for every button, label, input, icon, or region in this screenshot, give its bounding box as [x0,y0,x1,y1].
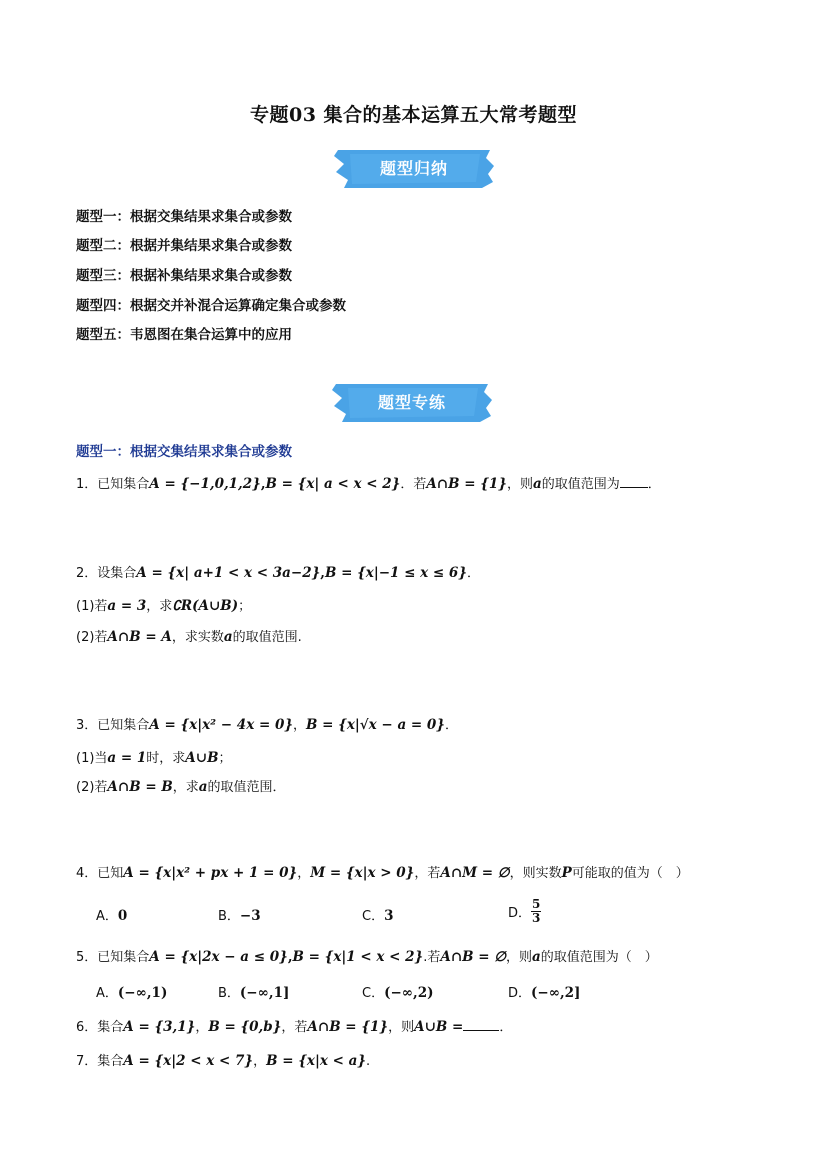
question-text: 的取值范围为 [541,477,620,492]
question-5: 5．已知集合A = {x|2x − a ≤ 0},B = {x|1 < x < 2}.若A∩B = ∅，则a的取值范围为（ ） [76,949,658,965]
answer-blank[interactable] [620,475,648,488]
option-d[interactable] [508,898,541,925]
math-variable: a [533,476,542,492]
math-set-m: M = {x|x > 0} [310,865,415,881]
option-value: (−∞,2] [531,985,581,1001]
question-text: 已知集合 [97,950,150,965]
part-label: (1)当 [76,751,108,766]
question-text: ． [467,566,481,581]
option-value: −3 [239,908,261,924]
option-value-fraction [531,898,541,925]
math-condition: A∩B = ∅ [440,949,507,965]
math-set-b: B = {x|x < a} [266,1053,367,1069]
question-3-part-2 [76,776,286,795]
question-1: 1．已知集合A = {−1,0,1,2},B = {x| a < x < 2}．若A∩B = {1}，则a的取值范围为 ． [76,476,661,492]
math-variable: P [561,865,572,881]
question-text: ．若 [400,477,427,492]
question-2: 2．设集合A = {x| a+1 < x < 3a−2},B = {x|−1 ≤ x ≤ 6}． [76,565,481,581]
option-c[interactable] [362,905,393,924]
math-expression: A∪B [185,750,219,766]
question-text: ； [218,751,232,766]
question-number: 1． [76,477,98,492]
math-set-a: A = {3,1} [123,1019,196,1035]
banner-summary [330,146,498,192]
math-variable: a [532,949,541,965]
math-variable: a [223,629,233,645]
question-text: ， [297,866,311,881]
math-expression: A∩B = B [107,779,173,795]
math-set-b: B = {x| a < x < 2} [265,476,401,492]
option-label: B． [218,909,240,924]
math-expression: A∪B = [414,1019,464,1035]
question-text: ， [195,1020,209,1035]
math-expression: ∁R(A∪B) [172,598,239,614]
part-label: (2)若 [76,780,108,795]
question-text: 的取值范围. [232,630,302,645]
option-a[interactable] [96,905,127,924]
question-4 [76,862,689,881]
toc-item-3: 题型三：根据补集结果求集合或参数 [76,268,292,284]
question-number: 6． [76,1020,98,1035]
option-label: A． [96,986,118,1001]
question-2-part-1 [76,595,251,614]
question-text: 时，求 [146,751,186,766]
option-label: C． [362,909,385,924]
question-3 [76,714,458,733]
option-value: 0 [117,908,128,924]
option-label: D． [508,986,532,1001]
part-label: (1)若 [76,599,108,614]
math-set-a: A = {x| a+1 < x < 3a−2} [136,565,321,581]
question-text: . [366,1054,371,1069]
question-text: ，求 [146,599,173,614]
option-value: (−∞,1] [239,985,290,1001]
question-text: ； [238,599,252,614]
banner-summary-label: 题型归纳 [379,159,448,178]
question-number: 3． [76,718,98,733]
math-condition: A∩B = {1} [307,1019,389,1035]
toc-item-4: 题型四：根据交并补混合运算确定集合或参数 [76,298,346,314]
question-text: ，若 [414,866,441,881]
math-set-b: B = {x|1 < x < 2} [292,949,424,965]
math-condition: A∩B = {1} [426,476,507,492]
question-text: ，则实数 [509,866,562,881]
option-a[interactable] [96,982,167,1001]
question-text: 已知集合 [97,477,150,492]
question-text: 的取值范围为（ ） [540,950,658,965]
banner-practice-label: 题型专练 [377,393,446,412]
question-text: 的取值范围． [207,780,286,795]
question-text: 集合 [97,1054,124,1069]
question-2-part-2 [76,626,302,645]
question-number: 4． [76,866,98,881]
math-expression: a = 3 [107,598,147,614]
option-label: C． [362,986,385,1001]
question-number: 5． [76,950,98,965]
option-c[interactable] [362,982,434,1001]
question-text: .若 [423,950,441,965]
math-expression: a = 1 [107,750,147,766]
question-text: 设集合 [97,566,137,581]
question-text: ，则 [388,1020,415,1035]
question-text: 集合 [97,1020,124,1035]
question-text: ，求实数 [171,630,224,645]
math-set-a: A = {x|x² + px + 1 = 0} [123,865,298,881]
math-set-b: B = {x|−1 ≤ x ≤ 6} [324,565,467,581]
question-text: ． [444,718,458,733]
section-heading: 题型一：根据交集结果求集合或参数 [76,444,292,460]
option-d[interactable] [508,982,580,1001]
question-text: ． [647,477,661,492]
math-set-a: A = {x|2 < x < 7} [123,1053,254,1069]
question-text: ， [293,718,307,733]
toc-item-5: 题型五：韦恩图在集合运算中的应用 [76,327,292,343]
question-text: ，则 [506,950,533,965]
math-set-b: B = {x|√x − a = 0} [306,717,445,733]
option-value: (−∞,2) [384,985,434,1001]
math-set-a: A = {x|2x − a ≤ 0} [149,949,288,965]
question-3-part-1 [76,747,232,766]
option-value: 3 [384,908,394,924]
math-set-b: B = {0,b} [208,1019,282,1035]
question-text: 可能取的值为（ ） [571,866,689,881]
option-value: (−∞,1) [117,985,168,1001]
question-6 [76,1016,512,1035]
part-label: (2)若 [76,630,108,645]
option-b[interactable] [218,905,261,924]
question-text: ． [499,1020,513,1035]
math-variable: a [198,779,208,795]
option-b[interactable] [218,982,289,1001]
math-condition: A∩M = ∅ [440,865,510,881]
page-title: 专题03 集合的基本运算五大常考题型 [249,104,578,126]
question-number: 2． [76,566,98,581]
math-set-a: A = {−1,0,1,2} [149,476,261,492]
question-number: 7． [76,1054,98,1069]
toc-item-1: 题型一：根据交集结果求集合或参数 [76,209,292,225]
banner-practice [328,380,496,426]
math-expression: A∩B = A [107,629,172,645]
math-set-a: A = {x|x² − 4x = 0} [149,717,294,733]
fraction-denominator: 3 [532,911,541,925]
question-text: ，若 [281,1020,308,1035]
question-text: 已知 [97,866,124,881]
option-label: B． [218,986,240,1001]
question-7 [76,1050,370,1069]
answer-blank[interactable] [463,1018,499,1031]
option-label: A． [96,909,118,924]
toc-item-2: 题型二：根据并集结果求集合或参数 [76,238,292,254]
question-text: ，求 [172,780,199,795]
fraction-numerator: 5 [532,897,541,911]
question-text: 已知集合 [97,718,150,733]
option-label: D． [508,906,532,921]
question-text: ，则 [507,477,534,492]
question-text: ， [253,1054,267,1069]
